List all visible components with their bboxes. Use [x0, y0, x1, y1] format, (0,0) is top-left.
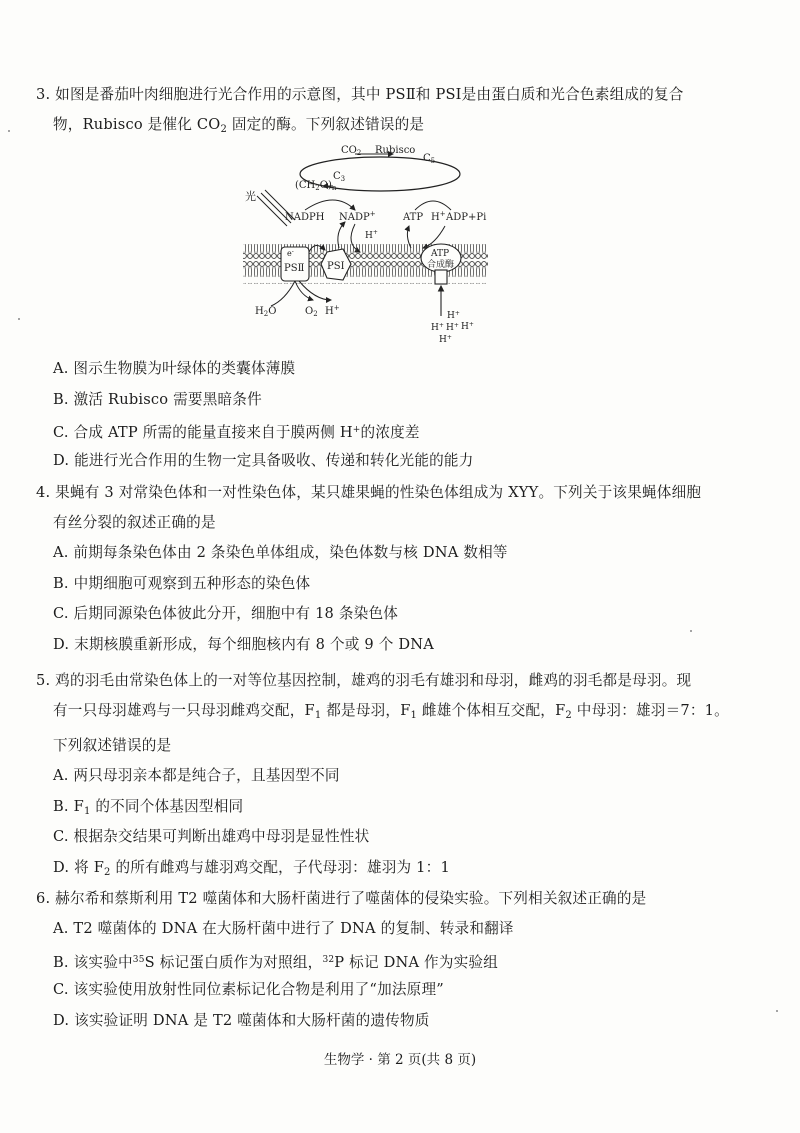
- nadph-label: NADPH: [285, 212, 325, 223]
- h-plus-label-lumen: H+: [325, 304, 340, 317]
- scan-speck: [690, 630, 692, 632]
- q3-stem-sub: 2: [220, 124, 227, 135]
- q5-stem-line2: 有一只母羽雄鸡与一只母羽雌鸡交配，$F_1$ 都是母羽，$F_1$ 雌雄个体相互交配，$F_2$ 中母羽：雄羽＝7：1。: [53, 702, 729, 721]
- atp-synthase-label-2: 合成酶: [427, 260, 455, 270]
- q5-option-d: D. 将 $F_2$ 的所有雌鸡与雄羽鸡交配，子代母羽：雄羽为 1：1: [53, 858, 450, 878]
- scan-speck: [18, 318, 20, 320]
- q5-option-c: C. 根据杂交结果可判断出雄鸡中母羽是显性性状: [53, 828, 370, 845]
- q4-number: 4.: [36, 484, 51, 501]
- q6-option-d: D. 该实验证明 DNA 是 T2 噬菌体和大肠杆菌的遗传物质: [53, 1011, 430, 1029]
- q3-number: 3.: [36, 86, 51, 103]
- question-5: [36, 666, 756, 883]
- q5-stem-line1: 5. 鸡的羽毛由常染色体上的一对等位基因控制，雄鸡的羽毛有雄羽和母羽，雌鸡的羽毛都是母羽。现: [36, 672, 692, 689]
- proton-cluster: [431, 310, 474, 345]
- q3-stem-line1: [36, 80, 756, 110]
- ps1-label: PSⅠ: [327, 261, 345, 272]
- q3-option-d: D. 能进行光合作用的生物一定具备吸收、传递和转化光能的能力: [53, 451, 474, 469]
- question-6: [36, 884, 756, 1036]
- question-3-options: [36, 354, 756, 476]
- h2o-label: $H_2O$: [255, 306, 277, 318]
- q3-option-c: C. 合成 ATP 所需的能量直接来自于膜两侧 H+的浓度差: [53, 424, 420, 441]
- photosynthesis-diagram: [235, 140, 490, 352]
- h-plus-label-right: H+: [431, 210, 446, 223]
- q4-option-c: C. 后期同源染色体彼此分开，细胞中有 18 条染色体: [53, 605, 399, 622]
- c5-label: $C_5$: [423, 153, 436, 165]
- q3-stem-text-b1: 物，Rubisco 是催化 CO: [53, 116, 221, 133]
- q3-option-b: B. 激活 Rubisco 需要黑暗条件: [53, 390, 262, 408]
- q6-number: 6.: [36, 890, 51, 907]
- h-plus-label-left: H+: [365, 229, 378, 241]
- q5-number: 5.: [36, 672, 51, 689]
- q6-stem-line1: 6. 赫尔希和蔡斯利用 T2 噬菌体和大肠杆菌进行了噬菌体的侵染实验。下列相关叙述正确的是: [36, 890, 647, 907]
- rubisco-label: Rubisco: [375, 145, 416, 156]
- q4-stem-line2: 有丝分裂的叙述正确的是: [53, 514, 216, 531]
- q4-option-a: A. 前期每条染色体由 2 条染色单体组成，染色体数与核 DNA 数相等: [53, 544, 508, 561]
- electron-label: e-: [287, 248, 294, 258]
- page-footer: 生物学 · 第 2 页(共 8 页): [323, 1052, 477, 1068]
- q5-option-b: B. $F_1$ 的不同个体基因型相同: [53, 797, 244, 817]
- atp-label: ATP: [403, 212, 424, 223]
- svg-text:H+: H+: [431, 322, 444, 333]
- q3-stem-text-a: 如图是番茄叶肉细胞进行光合作用的示意图，其中 PSⅡ和 PSⅠ是由蛋白质和光合色素组成的复合: [55, 86, 684, 103]
- q5-option-a: A. 两只母羽亲本都是纯合子，且基因型不同: [53, 767, 340, 784]
- q6-option-b: B. 该实验中$^{35}$S 标记蛋白质作为对照组，$^{32}$P 标记 DNA 作为实验组: [53, 953, 498, 971]
- q4-option-b: B. 中期细胞可观察到五种形态的染色体: [53, 574, 311, 592]
- o2-label: $O_2$: [305, 306, 318, 318]
- svg-text:H+: H+: [446, 322, 459, 333]
- atp-synthase-label-1: ATP: [431, 249, 450, 259]
- question-3: [36, 80, 756, 145]
- svg-text:H+: H+: [439, 334, 452, 345]
- q4-stem-line1: 4. 果蝇有 3 对常染色体和一对性染色体，某只雄果蝇的性染色体组成为 XYY。下列关于该果蝇体细胞: [36, 484, 702, 501]
- ps2-label: PSⅡ: [284, 263, 305, 274]
- question-4: [36, 478, 756, 660]
- co2-label: $CO_2$: [341, 145, 362, 157]
- q5-stem-line3: 下列叙述错误的是: [53, 737, 172, 754]
- q3-stem-text-b2: 固定的酶。下列叙述错误的是: [227, 116, 425, 133]
- light-label: 光: [245, 190, 256, 203]
- svg-text:H+: H+: [447, 310, 460, 321]
- q6-option-a: A. T2 噬菌体的 DNA 在大肠杆菌中进行了 DNA 的复制、转录和翻译: [53, 920, 514, 937]
- nadp-label: NADP+: [339, 210, 376, 223]
- adp-pi-label: ADP+Pi: [446, 212, 487, 223]
- scan-speck: [776, 1010, 778, 1012]
- c3-label: $C_3$: [333, 171, 346, 183]
- svg-text:H+: H+: [461, 321, 474, 332]
- q4-option-d: D. 末期核膜重新形成，每个细胞核内有 8 个或 9 个 DNA: [53, 635, 434, 653]
- scan-speck: [8, 130, 10, 132]
- q6-option-c: C. 该实验使用放射性同位素标记化合物是利用了“加法原理”: [53, 981, 444, 998]
- q3-option-a: A. 图示生物膜为叶绿体的类囊体薄膜: [53, 360, 296, 377]
- ch2o-label: $(CH_2O)_n$: [295, 180, 337, 192]
